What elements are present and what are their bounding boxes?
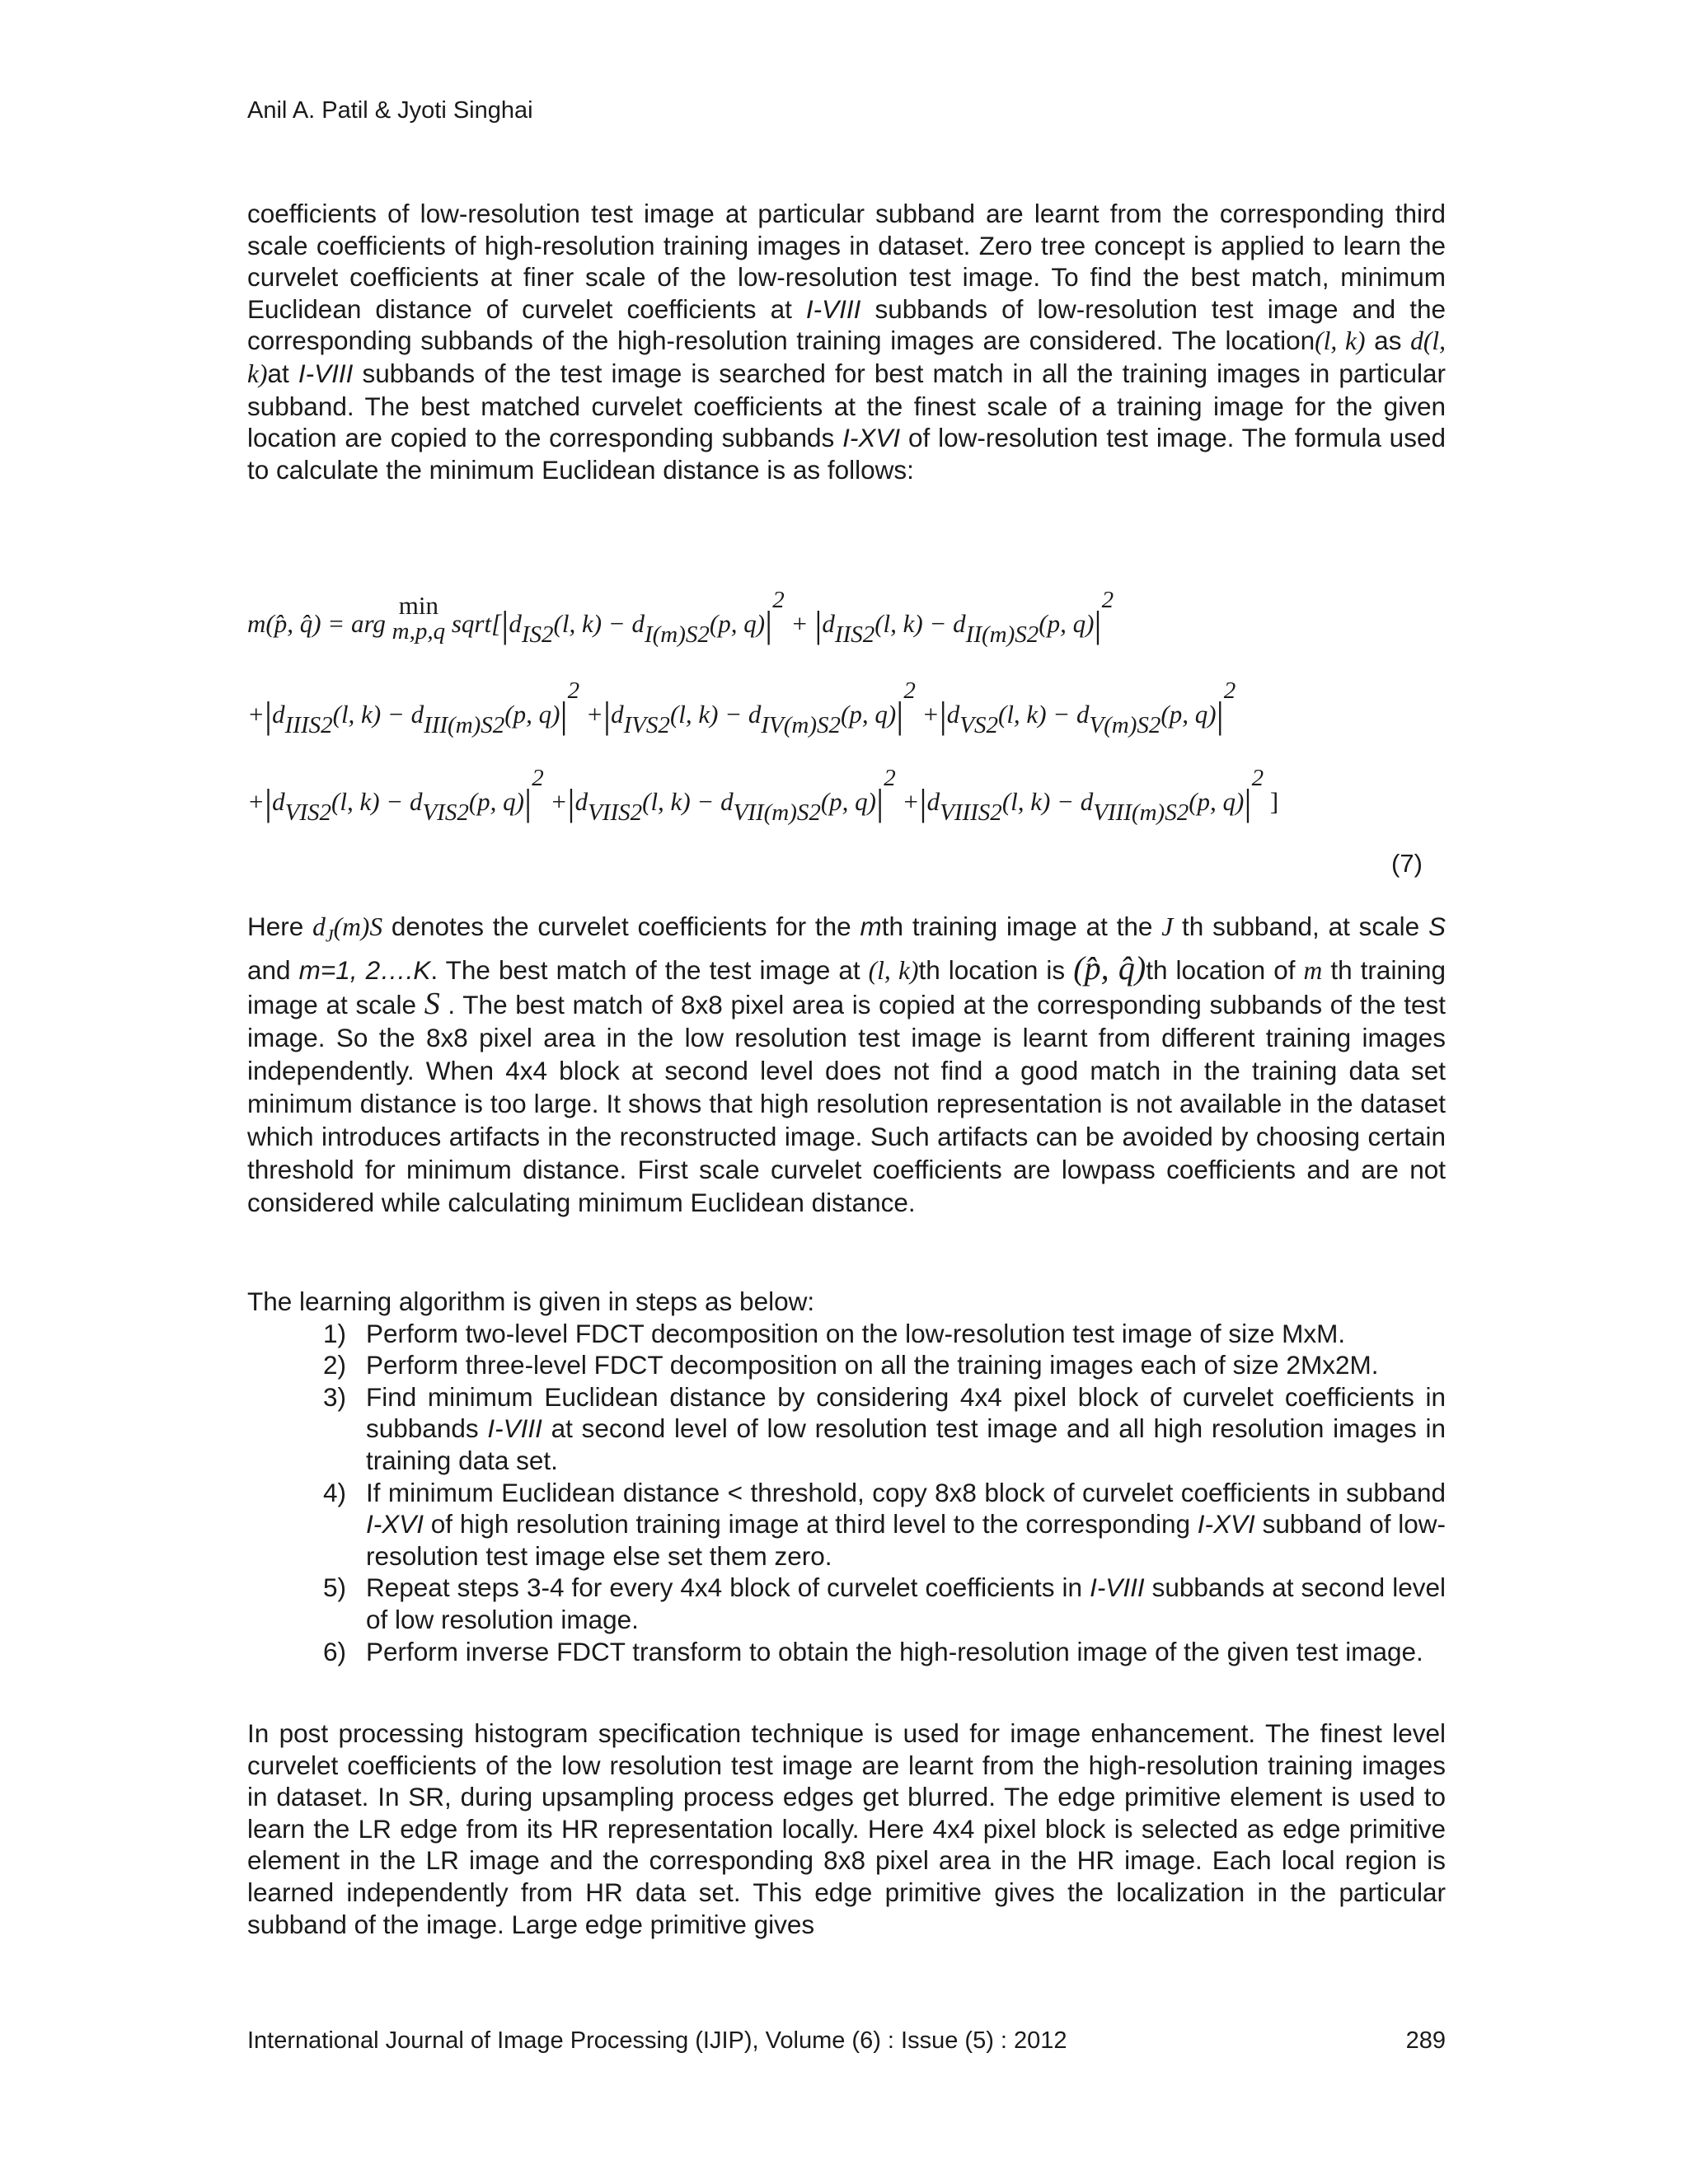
algorithm-section (247, 1286, 1446, 1667)
step-text (366, 1636, 1446, 1668)
text-run: th training image at the (881, 912, 1162, 941)
eq-plus: + (585, 700, 603, 729)
eq-term: d (926, 787, 940, 816)
text-run: of high resolution training image at third level to the corresponding (424, 1509, 1198, 1540)
algorithm-step (247, 1636, 1446, 1668)
italic-run: I-VIII (298, 358, 354, 388)
text-run: Perform three-level FDCT decomposition on all the training images each of size 2Mx2M. (366, 1350, 1379, 1380)
algorithm-step (247, 1318, 1446, 1350)
eq-sub: IS2 (521, 621, 554, 648)
inline-math: (p̂, q̂) (1073, 949, 1146, 987)
text-run: at (267, 358, 298, 388)
equation-line-3: $+|d_{VIS2}(l$, $k) - d_{VIS2}(p$, $q)|^2 +|d_{VIIS2}(l$, $k) - d_{VII(m)S2}(p$, $q)|^2 +|d_{VIIIS2}(l$, $k) - d_{VIII(m)S2}(p$, $q)|^2$ ] (247, 765, 1279, 826)
eq-sup: 2 (903, 677, 916, 704)
algorithm-intro: The learning algorithm is given in steps as below: (247, 1286, 815, 1316)
eq-sub: IIIS2 (284, 712, 333, 738)
eq-sub: VIIS2 (588, 799, 643, 826)
step-number: 4) (322, 1477, 346, 1507)
equation-line-2: $+|d_{IIIS2}(l$, $k) - d_{III(m)S2}(p$, $q)|^2 +|d_{IVS2}(l$, $k) - d_{IV(m)S2}(p$, $q)|^2 +|d_{VS2}(l$, $k) - d_{V(m)S2}(p$, $q)|^2$ (247, 677, 1236, 738)
eq-term: (l, k) − d (1001, 787, 1094, 816)
eq-term: (p, q) (504, 700, 560, 729)
eq-term: (l, k) − d (642, 787, 734, 816)
eq-sub: VIIIS2 (940, 799, 1002, 826)
eq-sqrt: sqrt[ (445, 609, 502, 638)
algorithm-step (247, 1572, 1446, 1635)
text-run: of low-resolution test image. The formula used to calculate the minimum Euclidean distance is as follows: (247, 423, 1446, 485)
step-text (366, 1318, 1446, 1350)
paragraph-explanation (247, 910, 1446, 1219)
text-run: Repeat steps 3-4 for every 4x4 block of curvelet coefficients in (366, 1572, 1090, 1603)
text-run: as (1365, 326, 1411, 356)
eq-term: (p, q) (709, 609, 766, 638)
eq-sub: VIS2 (422, 799, 469, 826)
eq-term: (p, q) (1189, 787, 1245, 816)
eq-sub: VII(m)S2 (733, 799, 821, 826)
italic-run: I-VIII (805, 293, 861, 324)
eq-sub: III(m)S2 (424, 712, 505, 738)
eq-plus: + (784, 609, 815, 638)
eq-term: (l, k) − d (874, 609, 966, 638)
eq-term: (p, q) (841, 700, 897, 729)
eq-plus: + (921, 700, 940, 729)
step-number: 6) (322, 1636, 346, 1666)
eq-sub: VIS2 (284, 799, 332, 826)
inline-math: (m)S (333, 912, 383, 941)
italic-run: I-XVI (842, 423, 901, 453)
text-run: subband of low-resolution test image else set them zero. (366, 1509, 1446, 1571)
eq-sup: 2 (884, 765, 896, 791)
inline-math: d (312, 912, 326, 941)
italic-run: I-XVI (1197, 1509, 1255, 1540)
eq-sup: 2 (1101, 587, 1114, 613)
step-text (366, 1349, 1446, 1381)
text-run: . The best match of 8x8 pixel area is copied at the corresponding subbands of the test image. So the 8x8 pixel area in the low resolution test image is learnt from different training images independently. When 4x4 block at second level does not find a good match in the training data set minimum distance is too large. It shows that high resolution representation is not available in the dataset which introduces artifacts in the reconstructed image. Such artifacts can be avoided by choosing certain threshold for minimum distance. First scale curvelet coefficients are lowpass coefficients and are not considered while calculating minimum Euclidean distance. (247, 990, 1447, 1218)
text-run: If minimum Euclidean distance < threshold, copy 8x8 block of curvelet coefficients in subband (366, 1477, 1446, 1507)
running-header: Anil A. Patil & Jyoti Singhai (247, 97, 533, 124)
eq-close-bracket: ] (1264, 787, 1279, 816)
eq-term: (l, k) − d (998, 700, 1090, 729)
eq-sup: 2 (532, 765, 544, 791)
inline-math: (l, k) (1315, 326, 1366, 356)
eq-term: (l, k) − d (332, 700, 424, 729)
eq-term: (l, k) − d (553, 609, 645, 638)
algorithm-step (247, 1349, 1446, 1381)
eq-sub: IVS2 (623, 712, 670, 738)
inline-math: d(l, k) (247, 326, 1446, 388)
inline-math-sub: J (325, 925, 334, 946)
eq-term: d (946, 700, 960, 729)
inline-math: (l, k) (868, 956, 919, 986)
text-run: th location of (1146, 955, 1304, 986)
eq-plus: + (550, 787, 568, 816)
paragraph-intro (247, 198, 1446, 485)
algorithm-step (247, 1381, 1446, 1477)
italic-run: m=1, 2….K (298, 955, 431, 986)
step-number: 3) (322, 1381, 346, 1412)
italic-run: S (1428, 912, 1447, 941)
eq-lhs: m(p̂, q̂) = arg (247, 609, 392, 638)
inline-math: J (1161, 912, 1174, 941)
text-run: Perform two-level FDCT decomposition on the low-resolution test image of size MxM. (366, 1318, 1346, 1348)
text-run: Find minimum Euclidean distance by considering 4x4 pixel block of curvelet coefficients in subbands (366, 1381, 1446, 1444)
step-number: 1) (322, 1318, 346, 1348)
step-text (366, 1572, 1446, 1635)
step-number: 2) (322, 1350, 346, 1380)
eq-term: (l, k) − d (669, 700, 762, 729)
eq-term: d (272, 700, 285, 729)
step-number: 5) (322, 1572, 346, 1603)
text-run: . The best match of the test image at (430, 955, 869, 986)
eq-sub: VIII(m)S2 (1093, 799, 1189, 826)
italic-run: m (860, 912, 882, 941)
eq-min: min (398, 591, 438, 620)
step-text (366, 1477, 1446, 1572)
text-run: subbands of the test image is searched for best match in all the training images in particular subband. The best matched curvelet coefficients at the finest scale of a training image for the given location are copied to the corresponding subbands (247, 358, 1446, 453)
algorithm-step (247, 1477, 1446, 1572)
eq-term: (p, q) (820, 787, 877, 816)
eq-sup: 2 (1223, 677, 1236, 704)
text-run: th training image at scale (247, 955, 1446, 1020)
eq-plus: + (902, 787, 920, 816)
text-run: Here (247, 912, 313, 941)
eq-term: d (574, 787, 588, 816)
eq-sup: 2 (1251, 765, 1264, 791)
inline-math: m (1303, 956, 1323, 986)
eq-sub: II(m)S2 (965, 621, 1039, 648)
paragraph-postprocessing: In post processing histogram specification technique is used for image enhancement. The finest level curvelet coefficients of the low resolution test image are learnt from the high-resolution training images in dataset. In SR, during upsampling process edges get blurred. The edge primitive element is used to learn the LR edge from its HR representation locally. Here 4x4 pixel block is selected as edge primitive element in the LR image and the corresponding 8x8 pixel area in the HR image. Each local region is learned independently from HR data set. This edge primitive gives the localization in the particular subband of the image. Large edge primitive gives (247, 1718, 1446, 1939)
italic-run: I-VIII (1090, 1572, 1145, 1603)
eq-sub: I(m)S2 (644, 621, 710, 648)
eq-term: d (611, 700, 624, 729)
text-run: subbands at second level of low resolution image. (366, 1572, 1446, 1634)
eq-sub: IV(m)S2 (761, 712, 842, 738)
text-run: and (247, 955, 299, 986)
eq-term: d (509, 609, 522, 638)
eq-sub: V(m)S2 (1089, 712, 1161, 738)
inline-math: S (424, 987, 440, 1022)
eq-term: d (822, 609, 835, 638)
text-run: at second level of low resolution test image and all high resolution images in training data set. (366, 1413, 1446, 1475)
eq-sup: 2 (567, 677, 580, 704)
text-run: th subband, at scale (1173, 912, 1428, 941)
eq-term: (p, q) (1039, 609, 1095, 638)
equation-number: (7) (1391, 849, 1423, 878)
eq-sub: IIS2 (834, 621, 875, 648)
italic-run: I-XVI (366, 1509, 424, 1540)
text-run: coefficients of low-resolution test image at particular subband are learnt from the corresponding third scale coefficients of high-resolution training images in dataset. Zero tree concept is applied to learn the curvelet coefficients at finer scale of the low-resolution test image. To find the best match, minimum Euclidean distance of curvelet coefficients at (247, 199, 1446, 324)
eq-term: (l, k) − d (331, 787, 423, 816)
step-text (366, 1381, 1446, 1477)
text-run: subbands of low-resolution test image and the corresponding subbands of the high-resolution training images are considered. The location (247, 293, 1446, 356)
eq-sup: 2 (772, 587, 785, 613)
italic-run: I-VIII (487, 1413, 542, 1444)
eq-plus: + (247, 700, 265, 729)
equation-line-1: m(p̂, q̂) = arg min m,p,q $sqrt[|d_{IS2}(l$, $k) - d_{I(m)S2}(p$, $q)|^2 + |d_{IIS2}(l$, $k) - d_{II(m)S2}(p$, $q)|^2$ (247, 587, 1114, 648)
text-run: th location is (918, 955, 1074, 986)
eq-sub: VS2 (959, 712, 998, 738)
eq-term: d (272, 787, 285, 816)
footer-journal: International Journal of Image Processing (IJIP), Volume (6) : Issue (5) : 2012 (247, 2027, 1067, 2054)
page-number: 289 (1405, 2027, 1446, 2054)
eq-min-sub: m,p,q (392, 618, 446, 644)
eq-term: (p, q) (1160, 700, 1217, 729)
eq-plus: + (247, 787, 265, 816)
eq-term: (p, q) (468, 787, 524, 816)
text-run: Perform inverse FDCT transform to obtain the high-resolution image of the given test image. (366, 1636, 1423, 1666)
text-run: denotes the curvelet coefficients for the (382, 912, 860, 941)
